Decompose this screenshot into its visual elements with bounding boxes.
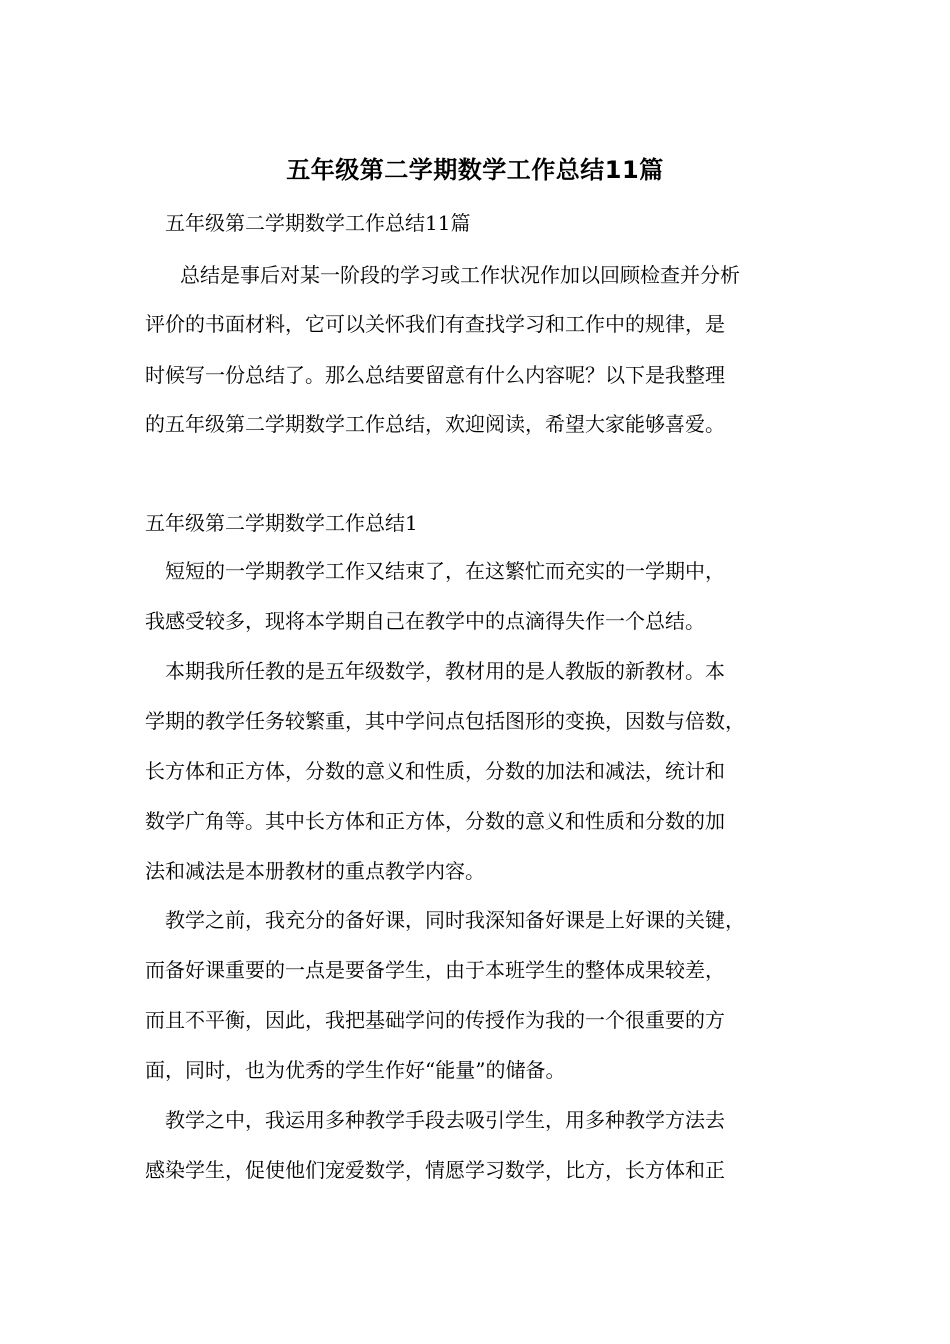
body-line: 我感受较多，现将本学期自己在教学中的点滴得失作一个总结。 [145, 609, 705, 633]
intro-line: 时候写一份总结了。那么总结要留意有什么内容呢？以下是我整理 [145, 363, 725, 387]
body-line: 而且不平衡，因此，我把基础学问的传授作为我的一个很重要的方 [145, 1008, 725, 1032]
intro-line: 评价的书面材料，它可以关怀我们有查找学习和工作中的规律，是 [145, 312, 725, 336]
section-heading: 五年级第二学期数学工作总结1 [145, 511, 418, 535]
body-line: 学期的教学任务较繁重，其中学问点包括图形的变换，因数与倍数， [145, 709, 745, 733]
body-line: 本期我所任教的是五年级数学，教材用的是人教版的新教材。本 [165, 659, 725, 683]
document-subtitle: 五年级第二学期数学工作总结11篇 [165, 211, 471, 235]
body-line: 教学之前，我充分的备好课，同时我深知备好课是上好课的关键， [165, 908, 745, 932]
body-line: 感染学生，促使他们宠爱数学，情愿学习数学，比方，长方体和正 [145, 1158, 725, 1182]
body-line: 法和减法是本册教材的重点教学内容。 [145, 859, 485, 883]
body-line: 教学之中，我运用多种教学手段去吸引学生，用多种教学方法去 [165, 1108, 725, 1132]
intro-line: 的五年级第二学期数学工作总结，欢迎阅读，希望大家能够喜爱。 [145, 412, 725, 436]
body-line: 长方体和正方体，分数的意义和性质，分数的加法和减法，统计和 [145, 759, 725, 783]
document-title: 五年级第二学期数学工作总结11篇 [286, 156, 664, 184]
body-line: 短短的一学期教学工作又结束了，在这繁忙而充实的一学期中， [165, 559, 725, 583]
body-line: 而备好课重要的一点是要备学生，由于本班学生的整体成果较差， [145, 958, 725, 982]
body-line: 数学广角等。其中长方体和正方体，分数的意义和性质和分数的加 [145, 809, 725, 833]
body-line: 面，同时，也为优秀的学生作好“能量”的储备。 [145, 1058, 566, 1082]
intro-line: 总结是事后对某一阶段的学习或工作状况作加以回顾检查并分析 [180, 263, 740, 287]
